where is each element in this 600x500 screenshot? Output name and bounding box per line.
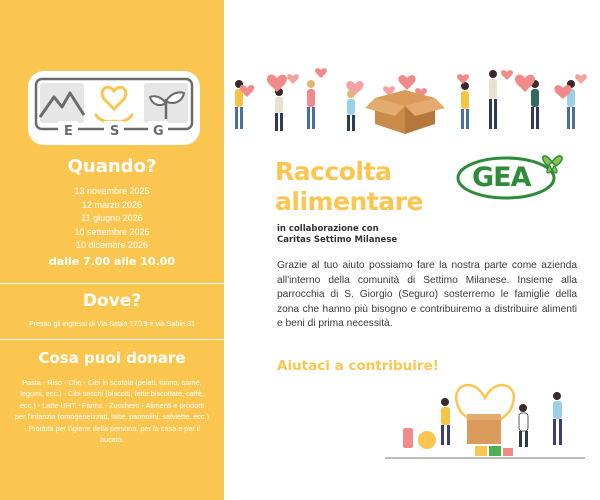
- donate-text: Pasta - Riso - Olio - Cibi in scatola (pelati, tonno, carne, legumi, ecc.) - Cibi secchi (biscotti, fette biscottate, caffè, ecc.) - Latte UHT - Farina - Zucchero - Alimenti e prodotti per l'infanzia (omogeneizzati, latte, pannolini, salviette, ecc.) - Prodotti per l'igiene della persona, per la casa e per il bucato.: [14, 378, 210, 445]
- date-item: 13 novembre 2025: [74, 186, 150, 196]
- heart-icon: [457, 74, 469, 84]
- heart-icon: [267, 75, 287, 92]
- heart-icon: [315, 68, 327, 78]
- person-figure: [457, 74, 469, 129]
- person-figure: [307, 68, 327, 129]
- headline-line: Raccolta: [275, 157, 392, 186]
- heart-icon: [287, 74, 299, 84]
- left-info-panel: [0, 0, 224, 500]
- donation-box-icon: [467, 414, 501, 444]
- date-item: 11 giugno 2026: [81, 213, 143, 223]
- logo-letter-s: S: [110, 124, 120, 139]
- headline: [275, 157, 423, 217]
- heart-hands-icon: [96, 87, 132, 121]
- collab-line: in collaborazione con: [277, 224, 379, 234]
- donation-box-icon: [365, 75, 445, 134]
- divider: [0, 283, 224, 284]
- when-title: Quando?: [67, 156, 157, 177]
- person-figure: [235, 80, 254, 129]
- date-item: 10 dicembre 2026: [75, 240, 149, 250]
- people-hearts-illustration: [225, 60, 595, 140]
- person-figure: [519, 404, 528, 447]
- body-text: Grazie al tuo aiuto possiamo fare la nostra parte come azienda all'interno della comunità di Settimo Milanese. Insieme alla parrocchia di S. Giorgio (Seguro) sosterremo le famiglie della zona che hanno più bisogno e contribuiremo a distribuire alimenti e beni di prima necessità.: [277, 260, 577, 330]
- heart-icon: [515, 75, 535, 92]
- person-figure: [515, 75, 539, 129]
- dates-list: [0, 185, 224, 253]
- divider: [0, 339, 224, 340]
- donate-title: Cosa puoi donare: [38, 349, 186, 367]
- esg-logo: [28, 71, 200, 145]
- hours-text: dalle 7.00 alle 10.00: [48, 255, 176, 268]
- gea-logo-text: GEA: [472, 162, 531, 193]
- person-figure: [267, 74, 299, 131]
- logo-letter-g: G: [153, 124, 164, 139]
- date-item: 10 settembre 2026: [74, 226, 150, 237]
- person-figure: [553, 392, 562, 445]
- person-figure: [554, 74, 587, 129]
- mountain-icon: [40, 83, 84, 123]
- person-figure: [346, 81, 363, 131]
- headline-line: alimentare: [275, 187, 423, 216]
- collaboration-note: [277, 224, 397, 246]
- where-title: Dove?: [82, 291, 142, 311]
- logo-letter-e: E: [64, 124, 73, 139]
- date-item: 12 marzo 2026: [81, 199, 143, 210]
- collab-line: Caritas Settimo Milanese: [277, 235, 398, 245]
- person-figure: [418, 398, 450, 449]
- volunteers-illustration: [385, 372, 585, 464]
- leaf-icon: [144, 83, 188, 123]
- butterfly-icon: [543, 156, 562, 173]
- where-text: Presso gli ingressi di Via Sabin 17/19 e via Sabin 31: [28, 319, 196, 328]
- person-figure: [489, 70, 513, 129]
- call-to-action: Aiutaci a contribuire!: [277, 358, 439, 374]
- heart-icon: [575, 74, 587, 84]
- heart-icon: [501, 70, 513, 80]
